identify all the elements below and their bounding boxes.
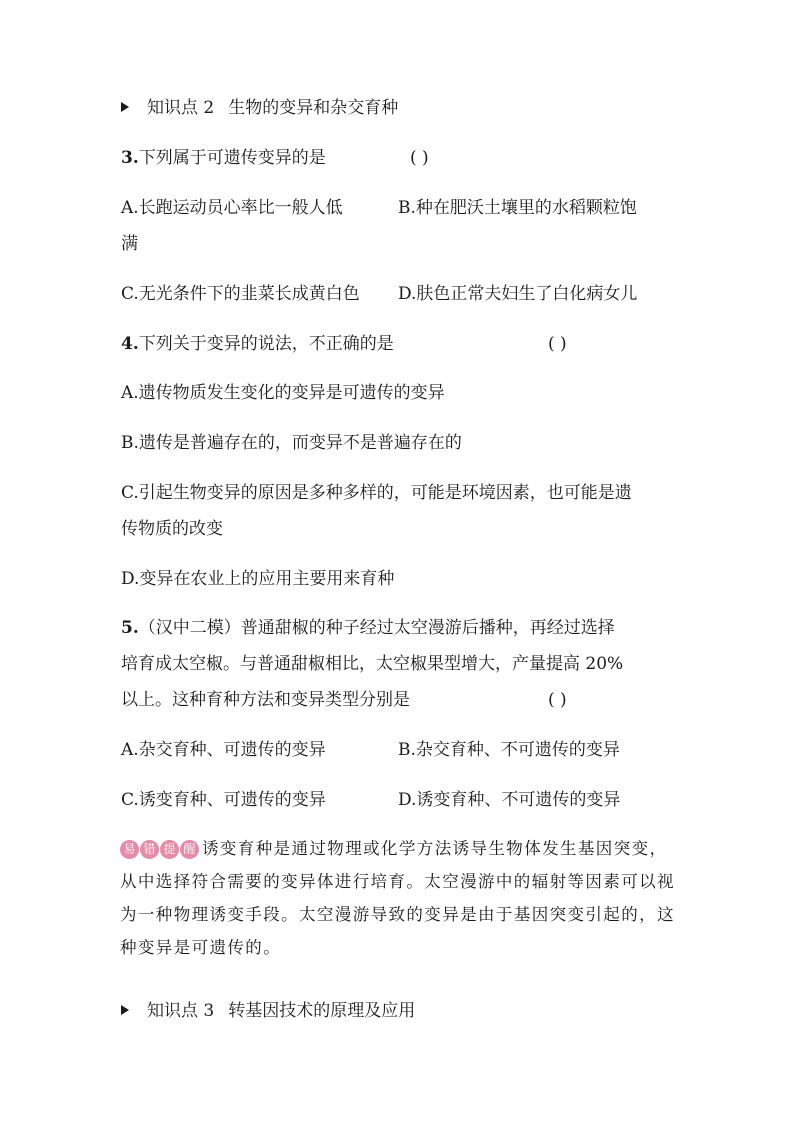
answer-parentheses: ( ) (548, 334, 567, 354)
question-text: 下列属于可遗传变异的是 (138, 148, 326, 168)
error-tip-text: 诱变育种是通过物理或化学方法诱导生物体发生基因突变，从中选择符合需要的变异体进行培育。太空漫游中的辐射等因素可以视为一种物理诱变手段。太空漫游导致的变异是由于基因突变引起的，这种变异是可遗传的。 (120, 839, 675, 957)
option-b-continued: 满 (121, 234, 138, 254)
option-a: A.长跑运动员心率比一般人低 (121, 198, 343, 218)
option-c: C.引起生物变异的原因是多种多样的，可能是环境因素，也可能是遗 (121, 483, 632, 503)
option-b: B.杂交育种、不可遗传的变异 (398, 740, 620, 760)
section-heading-3 (121, 999, 415, 1023)
question-4-stem (121, 332, 394, 356)
option-d: D.肤色正常夫妇生了白化病女儿 (398, 284, 638, 304)
section-title: 生物的变异和杂交育种 (228, 98, 399, 118)
option-c: C.无光条件下的韭菜长成黄白色 (121, 284, 360, 304)
error-tip (120, 832, 685, 964)
question-number: 3. (121, 148, 139, 168)
section-label: 知识点 2 (147, 98, 215, 118)
option-a: A.杂交育种、可遗传的变异 (121, 740, 326, 760)
answer-parentheses: ( ) (548, 690, 567, 710)
badge-char: 提 (160, 840, 179, 859)
question-5-stem-line-2: 培育成太空椒。与普通甜椒相比，太空椒果型增大，产量提高 20% (121, 654, 624, 674)
triangle-bullet-icon (121, 102, 129, 112)
answer-parentheses: ( ) (410, 148, 429, 168)
question-3-stem (121, 146, 326, 170)
question-number: 5. (121, 618, 139, 638)
option-d: D.诱变育种、不可遗传的变异 (398, 790, 621, 810)
option-d: D.变异在农业上的应用主要用来育种 (121, 569, 395, 589)
question-5-stem-line-3: 以上。这种育种方法和变异类型分别是 (121, 690, 410, 710)
section-heading-2 (121, 96, 398, 120)
question-text: 下列关于变异的说法，不正确的是 (138, 334, 394, 354)
question-text: （汉中二模）普通甜椒的种子经过太空漫游后播种，再经过选择 (138, 618, 615, 638)
option-b: B.种在肥沃土壤里的水稻颗粒饱 (398, 198, 637, 218)
question-number: 4. (121, 334, 139, 354)
option-c: C.诱变育种、可遗传的变异 (121, 790, 326, 810)
triangle-bullet-icon (121, 1005, 129, 1015)
option-c-continued: 传物质的改变 (121, 519, 223, 539)
option-a: A.遗传物质发生变化的变异是可遗传的变异 (121, 383, 445, 403)
badge-char: 易 (120, 840, 139, 859)
badge-char: 醒 (180, 840, 199, 859)
section-title: 转基因技术的原理及应用 (228, 1001, 416, 1021)
error-tip-badges (120, 839, 200, 858)
section-label: 知识点 3 (147, 1001, 215, 1021)
option-b: B.遗传是普遍存在的，而变异不是普遍存在的 (121, 433, 462, 453)
question-5-stem (121, 616, 615, 640)
badge-char: 错 (140, 840, 159, 859)
